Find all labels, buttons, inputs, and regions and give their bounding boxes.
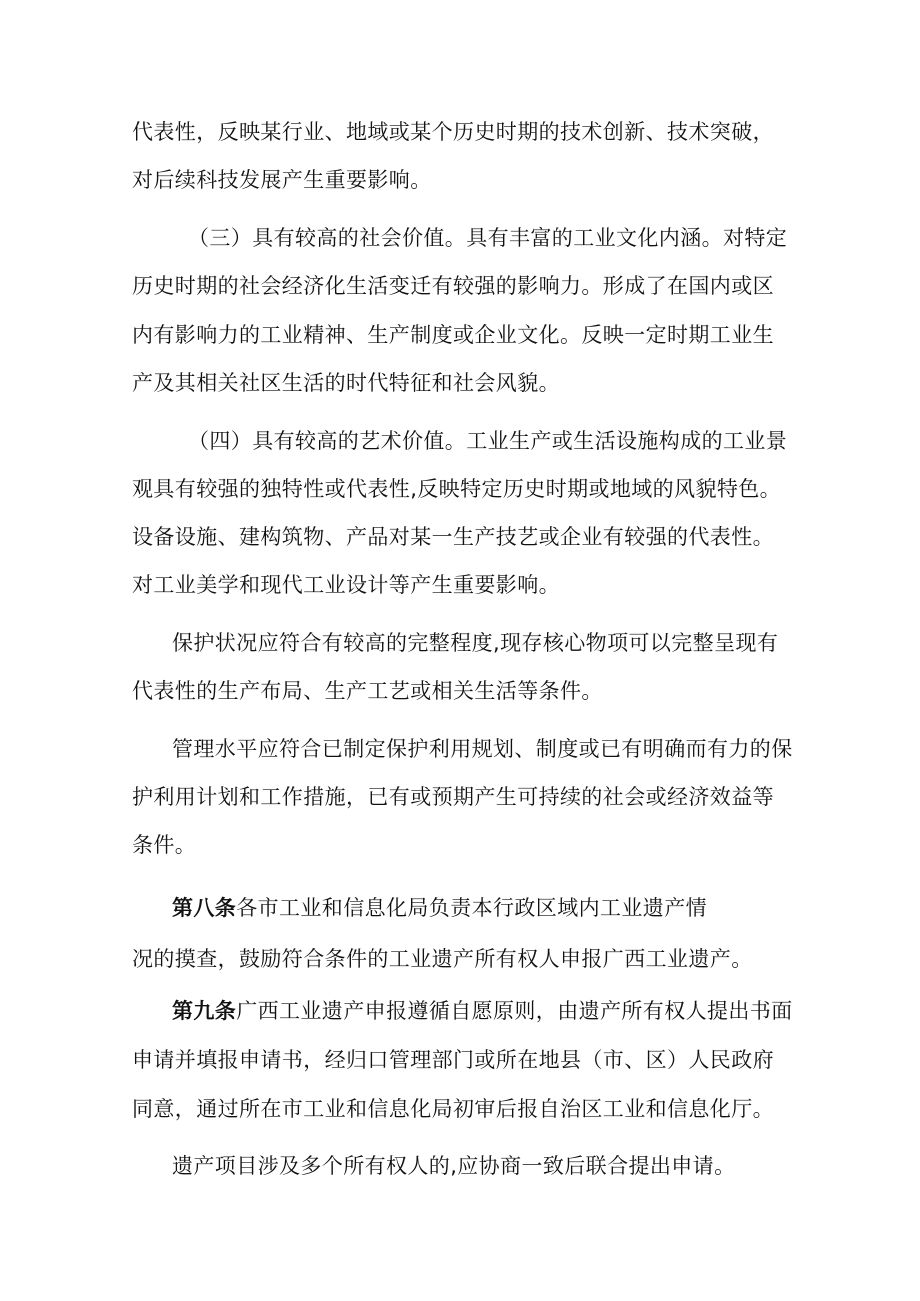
paragraph-line: 观具有较强的独特性或代表性,反映特定历史时期或地域的风貌特色。 — [132, 477, 782, 501]
article-9-line — [172, 996, 793, 1026]
article-8-heading: 第八条 — [172, 896, 237, 920]
paragraph-line: 代表性的生产布局、生产工艺或相关生活等条件。 — [132, 679, 603, 703]
article-9-text: 广西工业遗产申报遵循自愿原则，由遗产所有权人提出书面 — [236, 999, 793, 1023]
paragraph-line: （三）具有较高的社会价值。具有丰富的工业文化内涵。对特定 — [188, 226, 788, 250]
paragraph-line: 遗产项目涉及多个所有权人的,应协商一致后联合提出申请。 — [172, 1154, 736, 1178]
paragraph-line: 条件。 — [132, 833, 197, 857]
article-8-line — [172, 893, 707, 923]
paragraph-line: 况的摸查，鼓励符合条件的工业遗产所有权人申报广西工业遗产。 — [132, 947, 753, 971]
paragraph-line: 同意，通过所在市工业和信息化局初审后报自治区工业和信息化厅。 — [132, 1097, 774, 1121]
paragraph-line: 保护状况应符合有较高的完整程度,现存核心物项可以完整呈现有 — [172, 631, 779, 655]
paragraph-line: 产及其相关社区生活的时代特征和社会风貌。 — [132, 371, 560, 395]
article-8-text: 各市工业和信息化局负责本行政区域内工业遗产情 — [236, 896, 708, 920]
paragraph-line: 对后续科技发展产生重要影响。 — [132, 168, 432, 192]
paragraph-line: 管理水平应符合已制定保护利用规划、制度或已有明确而有力的保 — [172, 737, 793, 761]
paragraph-line: 申请并填报申请书，经归口管理部门或所在地县（市、区）人民政府 — [132, 1048, 774, 1072]
paragraph-line: （四）具有较高的艺术价值。工业生产或生活设施构成的工业景 — [188, 429, 788, 453]
paragraph-line: 设备设施、建构筑物、产品对某一生产技艺或企业有较强的代表性。 — [132, 525, 774, 549]
paragraph-line: 护利用计划和工作措施，已有或预期产生可持续的社会或经济效益等 — [132, 785, 774, 809]
paragraph-line: 内有影响力的工业精神、生产制度或企业文化。反映一定时期工业生 — [132, 323, 774, 347]
paragraph-line: 对工业美学和现代工业设计等产生重要影响。 — [132, 573, 560, 597]
paragraph-line: 历史时期的社会经济化生活变迁有较强的影响力。形成了在国内或区 — [132, 274, 774, 298]
article-9-heading: 第九条 — [172, 999, 237, 1023]
paragraph-line: 代表性，反映某行业、地域或某个历史时期的技术创新、技术突破， — [132, 120, 774, 144]
